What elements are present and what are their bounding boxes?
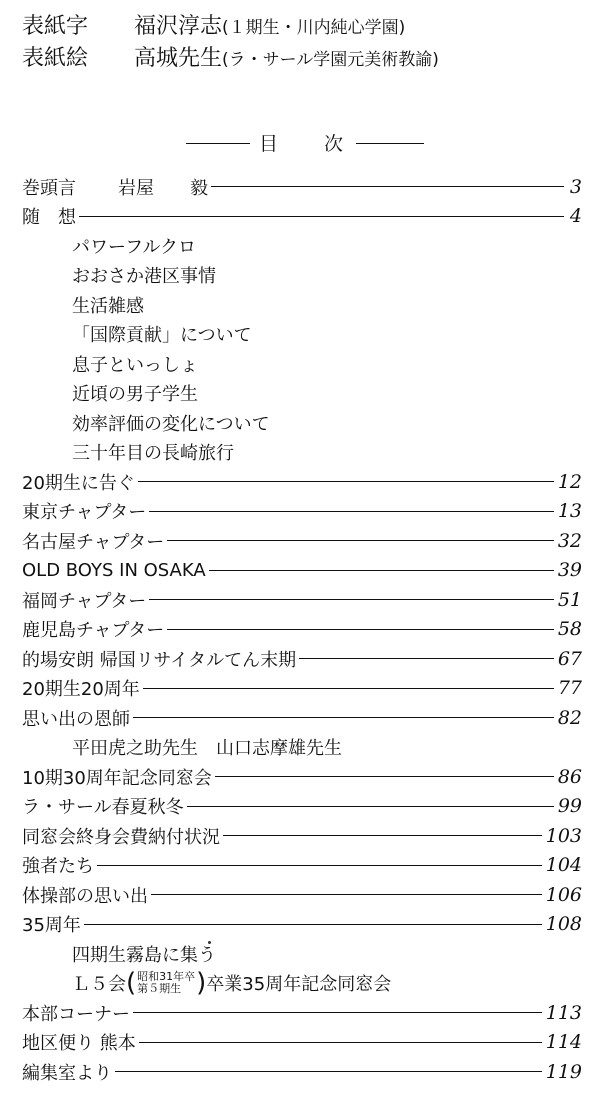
heading-rule-right xyxy=(356,143,424,144)
leader-line xyxy=(84,924,542,925)
page-number: 104 xyxy=(545,854,582,877)
entry-title: 東京チャプター xyxy=(22,502,147,524)
toc-sub-entry xyxy=(22,349,582,379)
leader-line xyxy=(215,776,554,777)
toc-entry xyxy=(22,202,582,232)
leader-line xyxy=(139,1042,542,1043)
toc-entry xyxy=(22,703,582,733)
page-number: 119 xyxy=(545,1060,582,1083)
paren-close: ) xyxy=(196,968,207,999)
entry-title: Ｌ５会 xyxy=(72,974,126,996)
entry-title: 名古屋チャプター xyxy=(22,531,165,553)
toc-sub-entry xyxy=(22,261,582,291)
entry-title: 福岡チャプター xyxy=(22,590,147,612)
leader-line xyxy=(299,658,554,659)
entry-title: 強者たち xyxy=(22,856,94,878)
entry-title: 的場安朗 帰国リサイタルてん末期 xyxy=(22,649,297,671)
page-number: 32 xyxy=(557,529,582,552)
toc-sub-entry xyxy=(22,320,582,350)
leader-line xyxy=(187,806,554,807)
entry-title: 平田虎之助先生 山口志摩雄先生 xyxy=(72,738,342,760)
toc-sub-entry xyxy=(22,231,582,261)
entry-title: 編集室より xyxy=(22,1062,112,1084)
page-number: 114 xyxy=(545,1031,582,1054)
paren-open: ( xyxy=(126,968,137,999)
toc-entry xyxy=(22,821,582,851)
toc-entry xyxy=(22,1057,582,1087)
page-number: 12 xyxy=(557,470,582,493)
toc-entry xyxy=(22,644,582,674)
entry-title: パワーフルクロ xyxy=(72,236,197,258)
entry-title: 地区便り 熊本 xyxy=(22,1033,136,1055)
entry-title: 本部コーナー xyxy=(22,1003,130,1025)
leader-line xyxy=(143,688,554,689)
leader-line xyxy=(167,629,554,630)
toc-sub-entry xyxy=(22,408,582,438)
entry-title: 息子といっしょ xyxy=(72,354,198,376)
page-number: 77 xyxy=(557,677,582,700)
leader-line xyxy=(211,186,564,187)
entry-title: 随 想 xyxy=(22,207,76,229)
leader-line xyxy=(138,481,554,482)
entry-title: 生活雑感 xyxy=(72,295,144,317)
toc-sub-entry xyxy=(22,290,582,320)
toc-sub-entry xyxy=(22,969,582,999)
entry-title: 同窓会終身会費納付状況 xyxy=(22,826,220,848)
toc-heading xyxy=(0,129,591,157)
toc-sub-entry xyxy=(22,733,582,763)
toc-sub-entry xyxy=(22,438,582,468)
entry-title: ラ・サール春夏秋冬 xyxy=(22,797,184,819)
toc-entry xyxy=(22,615,582,645)
credit-affiliation: (１期生・川内純心学園) xyxy=(222,18,406,38)
page-number: 103 xyxy=(545,824,582,847)
entry-title: 四期生霧島に集う xyxy=(72,944,216,966)
page-number: 4 xyxy=(569,205,582,228)
entry-title: おおさか港区事情 xyxy=(72,266,216,288)
toc-entry xyxy=(22,880,582,910)
page-number: 67 xyxy=(557,647,582,670)
cover-lettering-credit xyxy=(22,9,405,40)
entry-title: 20期生に告ぐ xyxy=(22,472,135,494)
page-number: 106 xyxy=(545,883,582,906)
leader-line xyxy=(223,835,542,836)
toc-entry xyxy=(22,172,582,202)
entry-title: 近頃の男子学生 xyxy=(72,384,198,406)
entry-title: 効率評価の変化について xyxy=(72,413,270,435)
toc-entry xyxy=(22,467,582,497)
page-number: 3 xyxy=(569,175,582,198)
entry-title: 体操部の思い出 xyxy=(22,885,148,907)
leader-line xyxy=(79,216,564,217)
leader-line xyxy=(167,540,554,541)
stacked-note-bottom: 第５期生 xyxy=(137,982,182,996)
leader-line xyxy=(151,894,542,895)
leader-line xyxy=(133,717,554,718)
heading-char-1: 目 xyxy=(259,133,279,155)
entry-title: 思い出の恩師 xyxy=(22,708,130,730)
page-number: 86 xyxy=(557,765,582,788)
heading-char-2: 次 xyxy=(324,133,344,155)
entry-title: 鹿児島チャプター xyxy=(22,620,165,642)
toc-sub-entry xyxy=(22,379,582,409)
entry-title: OLD BOYS IN OSAKA xyxy=(22,559,206,581)
leader-line xyxy=(115,1071,542,1072)
toc-entry xyxy=(22,910,582,940)
leader-line xyxy=(97,865,542,866)
page-number: 99 xyxy=(557,795,582,818)
entry-title-rest: 卒業35周年記念同窓会 xyxy=(206,974,392,996)
entry-title: 20期生20周年 xyxy=(22,679,140,701)
page-number: 51 xyxy=(557,588,582,611)
stacked-note xyxy=(137,971,195,995)
page-number: 113 xyxy=(545,1001,582,1024)
leader-line xyxy=(209,570,554,571)
page-number: 108 xyxy=(545,913,582,936)
page-number: 13 xyxy=(557,500,582,523)
credit-key: 表紙絵 xyxy=(22,46,89,71)
credit-name: 高城先生 xyxy=(134,46,223,71)
entry-title: 10期30周年記念同窓会 xyxy=(22,767,212,789)
entry-title: 35周年 xyxy=(22,915,81,937)
toc-entry xyxy=(22,497,582,527)
entry-title: 三十年目の長崎旅行 xyxy=(72,443,234,465)
page-number: 58 xyxy=(557,618,582,641)
print-speck xyxy=(208,941,211,944)
toc-entry xyxy=(22,526,582,556)
toc-entry xyxy=(22,998,582,1028)
stacked-note-top: 昭和31年卒 xyxy=(137,970,196,984)
leader-line xyxy=(149,511,554,512)
entry-title: 巻頭言 xyxy=(22,177,76,199)
leader-line xyxy=(149,599,554,600)
entry-title: 「国際貢献」について xyxy=(72,325,252,347)
toc-entry xyxy=(22,762,582,792)
toc-entry xyxy=(22,556,582,586)
toc-entry xyxy=(22,851,582,881)
credit-key: 表紙字 xyxy=(22,14,89,39)
credit-name: 福沢淳志 xyxy=(134,14,223,39)
page-number: 82 xyxy=(557,706,582,729)
page-number: 39 xyxy=(557,559,582,582)
toc-entry xyxy=(22,674,582,704)
credit-affiliation: (ラ・サール学園元美術教諭) xyxy=(222,50,439,70)
toc-entry xyxy=(22,792,582,822)
toc-sub-entry xyxy=(22,939,582,969)
toc-entry xyxy=(22,1028,582,1058)
table-of-contents xyxy=(22,172,582,1087)
entry-author: 岩屋 毅 xyxy=(118,177,208,199)
leader-line xyxy=(133,1012,542,1013)
heading-rule-left xyxy=(186,143,250,144)
toc-entry xyxy=(22,585,582,615)
cover-art-credit xyxy=(22,41,439,72)
